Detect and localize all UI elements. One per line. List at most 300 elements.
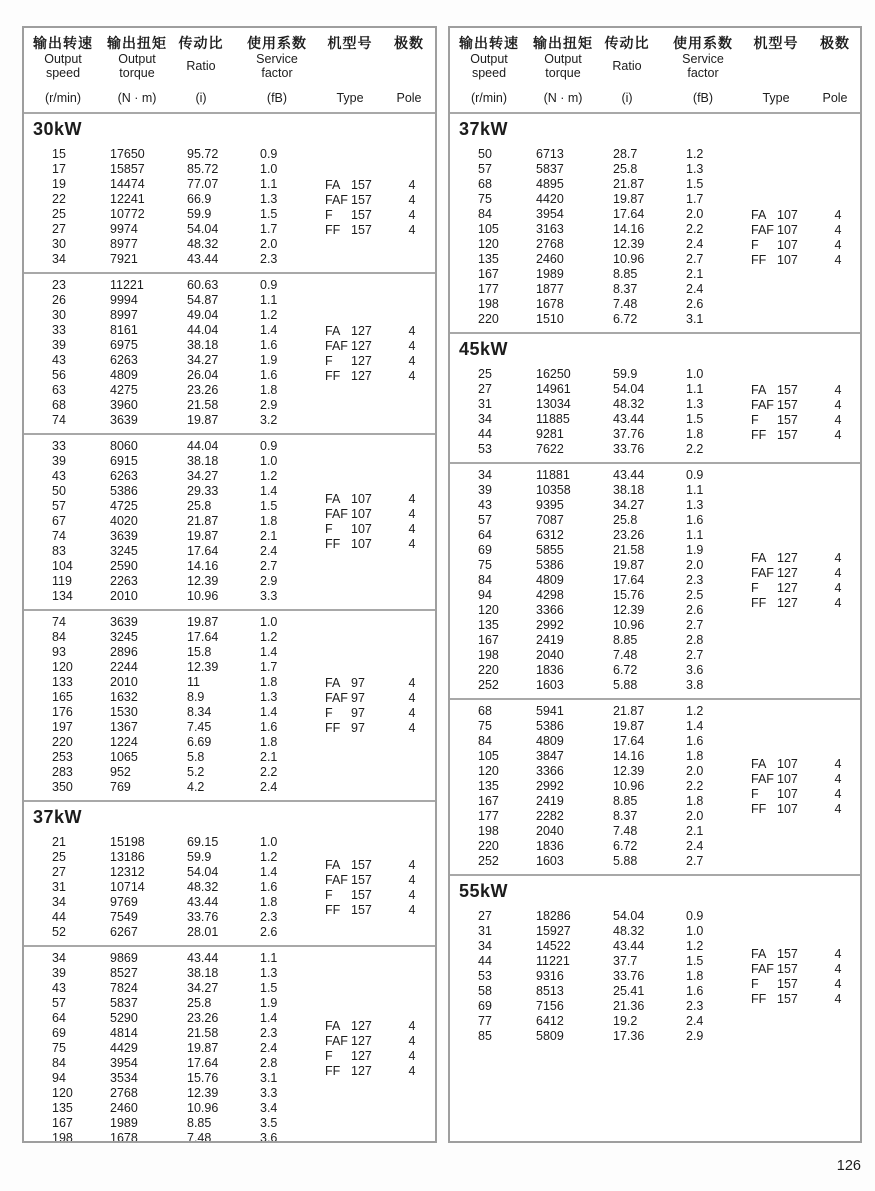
ratio-value: 33.76 — [187, 910, 219, 924]
type-size: 127 — [351, 1064, 372, 1078]
ratio-value: 12.39 — [187, 574, 219, 588]
service-factor-value: 1.5 — [260, 499, 278, 513]
output-torque-value: 1678 — [536, 297, 564, 311]
service-factor-value: 3.6 — [686, 663, 704, 677]
type-prefix: FA — [751, 207, 767, 222]
type-prefix: FA — [325, 177, 341, 192]
type-row — [325, 1019, 435, 1034]
output-speed-value: 94 — [52, 1071, 66, 1085]
ratio-value: 12.39 — [613, 764, 645, 778]
output-speed-value: 43 — [52, 469, 66, 483]
output-speed-value: 105 — [478, 222, 499, 236]
ratio-block — [24, 831, 435, 945]
header-zh: 极数 — [394, 35, 424, 51]
service-factor-value: 1.0 — [686, 924, 704, 938]
output-speed-value: 34 — [478, 412, 492, 426]
service-factor-value: 1.2 — [686, 704, 704, 718]
header-unit: (N · m) — [543, 91, 583, 105]
type-row — [751, 772, 861, 787]
ratio-value: 38.18 — [187, 454, 219, 468]
service-factor-value: 2.2 — [686, 442, 704, 456]
service-factor-value: 1.8 — [260, 514, 278, 528]
output-torque-value: 1224 — [110, 735, 138, 749]
service-factor-value: 1.6 — [260, 720, 278, 734]
type-prefix: FF — [325, 720, 341, 735]
type-row — [751, 757, 861, 772]
output-torque-value: 12241 — [110, 192, 145, 206]
type-group — [325, 676, 435, 736]
output-torque-value: 2992 — [536, 779, 564, 793]
table-row — [24, 765, 435, 780]
output-speed-value: 75 — [478, 192, 492, 206]
output-speed-value: 85 — [478, 1029, 492, 1043]
output-torque-value: 3954 — [110, 1056, 138, 1070]
output-torque-value: 6312 — [536, 528, 564, 542]
ratio-value: 43.44 — [187, 252, 219, 266]
type-size: 107 — [351, 522, 372, 536]
output-torque-value: 4420 — [536, 192, 564, 206]
type-group — [325, 178, 435, 238]
output-speed-value: 30 — [52, 237, 66, 251]
type-prefix: FF — [325, 222, 341, 237]
output-speed-value: 105 — [478, 749, 499, 763]
output-torque-value: 6915 — [110, 454, 138, 468]
output-speed-value: 74 — [52, 413, 66, 427]
table-row — [450, 734, 860, 749]
output-torque-value: 10772 — [110, 207, 145, 221]
pole-count: 4 — [834, 382, 842, 397]
type-row — [325, 324, 435, 339]
output-speed-value: 167 — [52, 1116, 73, 1130]
ratio-value: 12.39 — [187, 660, 219, 674]
output-speed-value: 198 — [52, 1131, 73, 1143]
pole-count: 4 — [834, 977, 842, 991]
type-prefix: FF — [325, 903, 341, 917]
type-size: 127 — [351, 353, 372, 368]
type-prefix: FF — [751, 252, 767, 267]
pole-count: 4 — [408, 207, 416, 222]
ratio-value: 19.87 — [187, 413, 219, 427]
ratio-value: 5.88 — [613, 854, 638, 868]
table-row — [24, 413, 435, 428]
pole-count: 4 — [834, 566, 842, 580]
type-prefix: FF — [325, 1064, 341, 1078]
output-speed-value: 31 — [478, 924, 492, 938]
type-size: 157 — [351, 858, 372, 872]
type-row — [751, 947, 861, 962]
section-title: 30kW — [33, 119, 83, 139]
service-factor-value: 1.0 — [260, 162, 278, 176]
table-row — [24, 835, 435, 850]
table-row — [450, 498, 860, 513]
service-factor-value: 1.6 — [260, 338, 278, 352]
output-torque-value: 1678 — [110, 1131, 138, 1143]
type-prefix: F — [751, 412, 759, 427]
ratio-value: 21.58 — [613, 543, 645, 557]
type-size: 157 — [777, 947, 798, 961]
type-prefix: FA — [325, 675, 341, 690]
type-prefix: FF — [325, 537, 341, 551]
table-row — [24, 559, 435, 574]
service-factor-value: 1.3 — [260, 690, 278, 704]
ratio-value: 5.8 — [187, 750, 205, 764]
table-row — [450, 648, 860, 663]
ratio-value: 4.2 — [187, 780, 205, 794]
output-torque-value: 5837 — [536, 162, 564, 176]
type-size: 157 — [777, 382, 798, 397]
service-factor-value: 3.8 — [686, 678, 704, 692]
output-torque-value: 15857 — [110, 162, 145, 176]
service-factor-value: 0.9 — [260, 147, 278, 161]
output-torque-value: 1836 — [536, 663, 564, 677]
ratio-value: 54.04 — [613, 382, 645, 396]
output-speed-value: 74 — [52, 615, 66, 629]
output-torque-value: 7622 — [536, 442, 564, 456]
page-number: 126 — [836, 1158, 861, 1174]
ratio-value: 19.87 — [613, 192, 645, 206]
output-speed-value: 34 — [52, 895, 66, 909]
ratio-value: 17.36 — [613, 1029, 645, 1043]
section-title: 37kW — [33, 807, 83, 827]
type-prefix: FA — [751, 551, 767, 565]
service-factor-value: 1.9 — [260, 353, 278, 367]
output-speed-value: 252 — [478, 854, 499, 868]
type-size: 127 — [351, 338, 372, 353]
ratio-value: 21.87 — [613, 704, 645, 718]
service-factor-value: 0.9 — [260, 439, 278, 453]
ratio-value: 54.04 — [187, 865, 219, 879]
service-factor-value: 3.1 — [686, 312, 704, 326]
output-speed-value: 25 — [52, 207, 66, 221]
table-header — [24, 28, 435, 114]
output-speed-value: 57 — [478, 162, 492, 176]
ratio-value: 17.64 — [187, 1056, 219, 1070]
output-torque-value: 14474 — [110, 177, 145, 191]
service-factor-value: 2.4 — [686, 237, 704, 251]
ratio-block — [24, 272, 435, 433]
type-size: 157 — [777, 992, 798, 1006]
ratio-value: 17.64 — [613, 207, 645, 221]
output-torque-value: 2460 — [110, 1101, 138, 1115]
service-factor-value: 1.4 — [260, 1011, 278, 1025]
table-row — [24, 589, 435, 604]
output-speed-value: 34 — [52, 951, 66, 965]
ratio-value: 8.37 — [613, 282, 638, 296]
output-torque-value: 11221 — [110, 278, 144, 292]
table-row — [24, 439, 435, 454]
type-group — [751, 551, 861, 611]
output-torque-value: 3366 — [536, 764, 564, 778]
type-prefix: FAF — [325, 690, 348, 705]
service-factor-value: 2.4 — [686, 839, 704, 853]
table-row — [24, 735, 435, 750]
service-factor-value: 1.3 — [686, 498, 704, 512]
pole-count: 4 — [834, 222, 842, 237]
header-col-ratio — [159, 28, 243, 112]
table-row — [450, 678, 860, 693]
ratio-value: 29.33 — [187, 484, 219, 498]
service-factor-value: 2.8 — [260, 1056, 278, 1070]
type-row — [325, 369, 435, 384]
pole-count: 4 — [408, 537, 416, 551]
output-speed-value: 25 — [52, 850, 66, 864]
output-speed-value: 75 — [478, 719, 492, 733]
type-row — [325, 1049, 435, 1064]
type-size: 107 — [777, 787, 798, 801]
table-row — [24, 278, 435, 293]
ratio-value: 7.48 — [613, 648, 638, 662]
output-torque-value: 10358 — [536, 483, 571, 497]
service-factor-value: 2.7 — [260, 559, 278, 573]
service-factor-value: 1.8 — [686, 749, 704, 763]
pole-count: 4 — [834, 397, 842, 412]
output-speed-value: 34 — [478, 939, 492, 953]
ratio-value: 6.72 — [613, 839, 638, 853]
service-factor-value: 1.7 — [260, 660, 278, 674]
service-factor-value: 2.4 — [260, 780, 278, 794]
header-zh: 传动比 — [604, 35, 650, 51]
header-col-output-speed — [22, 28, 105, 112]
service-factor-value: 3.3 — [260, 1086, 278, 1100]
output-torque-value: 2590 — [110, 559, 138, 573]
type-size: 97 — [351, 675, 365, 690]
power-section — [24, 119, 435, 800]
output-torque-value: 13186 — [110, 850, 145, 864]
service-factor-value: 1.2 — [686, 939, 704, 953]
output-speed-value: 120 — [52, 1086, 73, 1100]
pole-count: 4 — [408, 522, 416, 536]
output-torque-value: 12312 — [110, 865, 145, 879]
header-en: factor — [261, 65, 293, 80]
type-row — [325, 537, 435, 552]
pole-count: 4 — [834, 596, 842, 610]
table-row — [24, 966, 435, 981]
ratio-value: 48.32 — [187, 237, 219, 251]
output-speed-value: 19 — [52, 177, 66, 191]
output-speed-value: 84 — [478, 207, 492, 221]
type-group — [325, 324, 435, 384]
output-speed-value: 63 — [52, 383, 66, 397]
output-speed-value: 198 — [478, 824, 499, 838]
output-torque-value: 3639 — [110, 615, 138, 629]
output-torque-value: 11881 — [536, 468, 570, 482]
ratio-value: 38.18 — [187, 338, 219, 352]
pole-count: 4 — [408, 675, 416, 690]
output-torque-value: 4725 — [110, 499, 138, 513]
service-factor-value: 1.1 — [260, 293, 278, 307]
output-torque-value: 3847 — [536, 749, 564, 763]
ratio-value: 59.9 — [187, 207, 212, 221]
type-prefix: FF — [751, 596, 767, 610]
ratio-value: 12.39 — [613, 237, 645, 251]
ratio-value: 95.72 — [187, 147, 219, 161]
table-row — [450, 282, 860, 297]
service-factor-value: 2.7 — [686, 648, 704, 662]
service-factor-value: 2.1 — [260, 529, 278, 543]
output-speed-value: 31 — [478, 397, 492, 411]
header-unit: Pole — [396, 91, 422, 105]
header-en: factor — [687, 65, 719, 80]
output-torque-value: 9316 — [536, 969, 564, 983]
output-torque-value: 1510 — [536, 312, 564, 326]
table-row — [450, 663, 860, 678]
pole-count: 4 — [408, 873, 416, 887]
ratio-value: 8.85 — [187, 1116, 212, 1130]
pole-count: 4 — [834, 551, 842, 565]
output-speed-value: 39 — [52, 966, 66, 980]
output-torque-value: 1632 — [110, 690, 138, 704]
output-speed-value: 17 — [52, 162, 66, 176]
service-factor-value: 1.8 — [686, 427, 704, 441]
ratio-value: 17.64 — [187, 630, 219, 644]
ratio-value: 19.2 — [613, 1014, 638, 1028]
output-speed-value: 34 — [52, 252, 66, 266]
type-row — [751, 223, 861, 238]
ratio-value: 59.9 — [187, 850, 212, 864]
type-row — [325, 873, 435, 888]
table-row — [24, 615, 435, 630]
pole-count: 4 — [408, 492, 416, 506]
output-torque-value: 6267 — [110, 925, 138, 939]
table-row — [24, 293, 435, 308]
output-speed-value: 43 — [478, 498, 492, 512]
output-torque-value: 1989 — [110, 1116, 138, 1130]
pole-count: 4 — [408, 1049, 416, 1063]
ratio-value: 17.64 — [187, 544, 219, 558]
type-row — [751, 383, 861, 398]
output-torque-value: 5290 — [110, 1011, 138, 1025]
service-factor-value: 3.4 — [260, 1101, 278, 1115]
ratio-value: 15.8 — [187, 645, 212, 659]
table-row — [24, 660, 435, 675]
type-row — [751, 398, 861, 413]
table-row — [24, 574, 435, 589]
service-factor-value: 1.8 — [686, 969, 704, 983]
output-speed-value: 167 — [478, 794, 499, 808]
output-speed-value: 220 — [478, 839, 499, 853]
ratio-value: 8.37 — [613, 809, 638, 823]
table-body — [24, 119, 435, 1143]
type-size: 97 — [351, 705, 365, 720]
output-speed-value: 27 — [478, 909, 492, 923]
output-torque-value: 16250 — [536, 367, 571, 381]
ratio-value: 25.8 — [613, 162, 638, 176]
output-speed-value: 69 — [478, 543, 492, 557]
type-row — [325, 354, 435, 369]
output-speed-value: 133 — [52, 675, 73, 689]
header-zh: 机型号 — [753, 35, 799, 51]
output-torque-value: 4020 — [110, 514, 138, 528]
type-prefix: F — [751, 581, 759, 595]
type-prefix: F — [325, 353, 333, 368]
output-torque-value: 13034 — [536, 397, 571, 411]
output-torque-value: 2040 — [536, 648, 564, 662]
type-row — [751, 428, 861, 443]
ratio-value: 33.76 — [613, 969, 645, 983]
output-speed-value: 57 — [52, 499, 66, 513]
service-factor-value: 1.4 — [260, 705, 278, 719]
service-factor-value: 2.4 — [686, 282, 704, 296]
output-speed-value: 93 — [52, 645, 66, 659]
output-torque-value: 8977 — [110, 237, 138, 251]
ratio-value: 38.18 — [613, 483, 645, 497]
ratio-value: 19.87 — [187, 529, 219, 543]
output-speed-value: 104 — [52, 559, 73, 573]
header-col-output-speed — [448, 28, 531, 112]
header-col-service-factor — [235, 28, 319, 112]
table-row — [24, 308, 435, 323]
service-factor-value: 2.7 — [686, 618, 704, 632]
ratio-value: 69.15 — [187, 835, 219, 849]
output-speed-value: 75 — [478, 558, 492, 572]
table-row — [450, 442, 860, 457]
type-row — [325, 193, 435, 208]
output-torque-value: 4298 — [536, 588, 564, 602]
type-size: 157 — [351, 222, 372, 237]
type-prefix: FAF — [751, 772, 774, 786]
service-factor-value: 2.3 — [260, 1026, 278, 1040]
type-row — [751, 413, 861, 428]
header-zh: 传动比 — [178, 35, 224, 51]
header-zh: 使用系数 — [247, 35, 307, 51]
output-torque-value: 2419 — [536, 633, 564, 647]
output-torque-value: 3245 — [110, 544, 138, 558]
ratio-value: 28.7 — [613, 147, 638, 161]
output-torque-value: 7549 — [110, 910, 138, 924]
service-factor-value: 1.0 — [260, 454, 278, 468]
header-col-service-factor — [661, 28, 745, 112]
table-row — [450, 177, 860, 192]
service-factor-value: 1.2 — [260, 469, 278, 483]
output-speed-value: 64 — [52, 1011, 66, 1025]
ratio-value: 49.04 — [187, 308, 219, 322]
ratio-value: 17.64 — [613, 734, 645, 748]
table-row — [450, 618, 860, 633]
service-factor-value: 2.9 — [260, 398, 278, 412]
output-torque-value: 14961 — [536, 382, 571, 396]
pole-count: 4 — [408, 903, 416, 917]
output-torque-value: 8527 — [110, 966, 138, 980]
output-speed-value: 44 — [52, 910, 66, 924]
output-torque-value: 7921 — [110, 252, 138, 266]
service-factor-value: 1.0 — [260, 835, 278, 849]
ratio-value: 37.7 — [613, 954, 638, 968]
output-torque-value: 5941 — [536, 704, 564, 718]
output-speed-value: 50 — [52, 484, 66, 498]
ratio-value: 23.26 — [187, 1011, 219, 1025]
ratio-value: 43.44 — [613, 412, 645, 426]
type-row — [751, 208, 861, 223]
output-torque-value: 769 — [110, 780, 131, 794]
output-torque-value: 1989 — [536, 267, 564, 281]
header-col-ratio — [585, 28, 669, 112]
output-torque-value: 7156 — [536, 999, 564, 1013]
output-speed-value: 77 — [478, 1014, 492, 1028]
ratio-value: 48.32 — [187, 880, 219, 894]
type-size: 127 — [777, 566, 798, 580]
ratio-block — [24, 433, 435, 609]
ratio-value: 8.85 — [613, 267, 638, 281]
ratio-value: 10.96 — [613, 779, 645, 793]
ratio-value: 25.8 — [613, 513, 638, 527]
output-speed-value: 350 — [52, 780, 73, 794]
type-row — [325, 507, 435, 522]
output-torque-value: 7087 — [536, 513, 564, 527]
service-factor-value: 2.9 — [686, 1029, 704, 1043]
service-factor-value: 1.4 — [686, 719, 704, 733]
output-speed-value: 44 — [478, 954, 492, 968]
section-title: 55kW — [459, 881, 509, 901]
